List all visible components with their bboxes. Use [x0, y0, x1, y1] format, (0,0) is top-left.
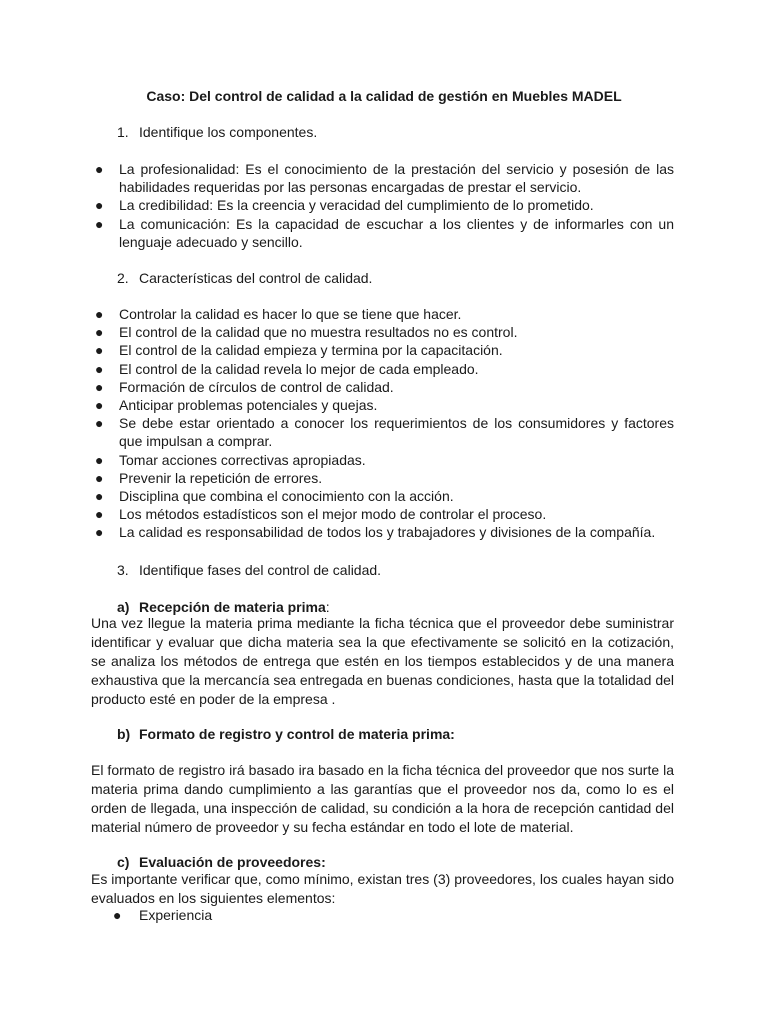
bullet-icon: ●	[113, 907, 122, 923]
list-item: ● Se debe estar orientado a conocer los requerimientos de los consumidores y factores que impulsan a comprar.	[95, 415, 674, 450]
list-item: ● La comunicación: Es la capacidad de escuchar a los clientes y de informarles con un lenguaje adecuado y sencillo.	[95, 215, 674, 250]
bullet-icon: ●	[95, 415, 104, 432]
list-item: ● Prevenir la repetición de errores.	[95, 469, 323, 486]
subsection-a-title: Recepción de materia prima	[139, 599, 326, 615]
bullet-icon: ●	[95, 161, 104, 177]
bullet-icon: ●	[95, 469, 104, 486]
bullet-icon: ●	[95, 306, 104, 322]
subsection-b-heading	[117, 725, 455, 743]
list-item: ● Formación de círculos de control de calidad.	[95, 378, 394, 395]
section-2-list	[91, 305, 674, 542]
bullet-icon: ●	[95, 397, 104, 414]
subsection-a-paragraph: Una vez llegue la materia prima mediante la ficha técnica que el proveedor debe suministrar identificar y evaluar que dicha materia sea la que efectivamente se solicitó en la cotización, se analiza los métodos de entrega que estén en los tiempos establecidos y de una manera exhaustiva que la mercancía sea entregada en buenas condiciones, hasta que la totalidad del producto esté en poder de la empresa .	[91, 615, 674, 707]
bullet-icon: ●	[95, 488, 104, 505]
list-item: ● Controlar la calidad es hacer lo que se tiene que hacer.	[95, 306, 462, 322]
section-3-title: Identifique fases del control de calidad.	[139, 562, 382, 578]
list-item: ● Los métodos estadísticos son el mejor modo de controlar el proceso.	[95, 506, 547, 523]
subsection-a-letter: a)	[117, 599, 130, 615]
subsection-a-heading: a) Recepción de materia prima:	[117, 599, 330, 615]
subsection-c-list	[113, 906, 212, 924]
bullet-icon: ●	[95, 524, 104, 541]
list-item: ● La profesionalidad: Es el conocimiento de la prestación del servicio y posesión de las habilidades requeridas por las personas encargadas de prestar el servicio.	[95, 161, 674, 196]
section-1-number: 1.	[117, 124, 129, 140]
list-item: ● Disciplina que combina el conocimiento con la acción.	[95, 488, 454, 505]
list-item: ● El control de la calidad revela lo mejor de cada empleado.	[95, 360, 479, 377]
list-item: ● La calidad es responsabilidad de todos los y trabajadores y divisiones de la compañía.	[95, 524, 656, 541]
subsection-b-title: Formato de registro y control de materia prima:	[139, 726, 455, 742]
subsection-c-heading	[117, 853, 326, 871]
bullet-icon: ●	[95, 378, 104, 395]
list-item: ● El control de la calidad que no muestra resultados no es control.	[95, 324, 518, 341]
bullet-icon: ●	[95, 342, 104, 359]
list-item: ● Experiencia	[113, 907, 213, 923]
bullet-icon: ●	[95, 197, 104, 214]
list-item: ● El control de la calidad empieza y termina por la capacitación.	[95, 342, 503, 359]
document-title: Caso: Del control de calidad a la calidad de gestión en Muebles MADEL	[146, 88, 622, 104]
list-item: ● Anticipar problemas potenciales y quejas.	[95, 397, 378, 414]
list-item: ● Tomar acciones correctivas apropiadas.	[95, 451, 366, 468]
bullet-icon: ●	[95, 324, 104, 341]
subsection-c-letter: c)	[117, 854, 130, 870]
subsection-b-paragraph: El formato de registro irá basado ira basado en la ficha técnica del proveedor que nos surte la materia prima dando cumplimiento a las garantías que el proveedor nos da, como lo es el orden de llegada, una inspección de calidad, su condición a la hora de recepción cantidad del material número de proveedor y su fecha estándar en todo el lote de material.	[91, 762, 674, 835]
bullet-icon: ●	[95, 360, 104, 377]
section-3-heading	[117, 561, 381, 579]
section-1-list	[91, 160, 674, 251]
section-3-number: 3.	[117, 562, 129, 578]
subsection-c-title: Evaluación de proveedores:	[139, 854, 326, 870]
section-1-heading	[117, 123, 317, 141]
subsection-c-paragraph: Es importante verificar que, como mínimo, existan tres (3) proveedores, los cuales hayan sido evaluados en los siguientes elementos:	[91, 871, 674, 906]
bullet-icon: ●	[95, 451, 104, 468]
section-2-heading	[117, 269, 372, 287]
bullet-icon: ●	[95, 215, 104, 232]
subsection-b-letter: b)	[117, 726, 131, 742]
bullet-icon: ●	[95, 506, 104, 523]
section-1-title: Identifique los componentes.	[139, 124, 318, 140]
section-2-title: Características del control de calidad.	[139, 270, 373, 286]
list-item: ● La credibilidad: Es la creencia y veracidad del cumplimiento de lo prometido.	[95, 197, 594, 214]
section-2-number: 2.	[117, 270, 129, 286]
